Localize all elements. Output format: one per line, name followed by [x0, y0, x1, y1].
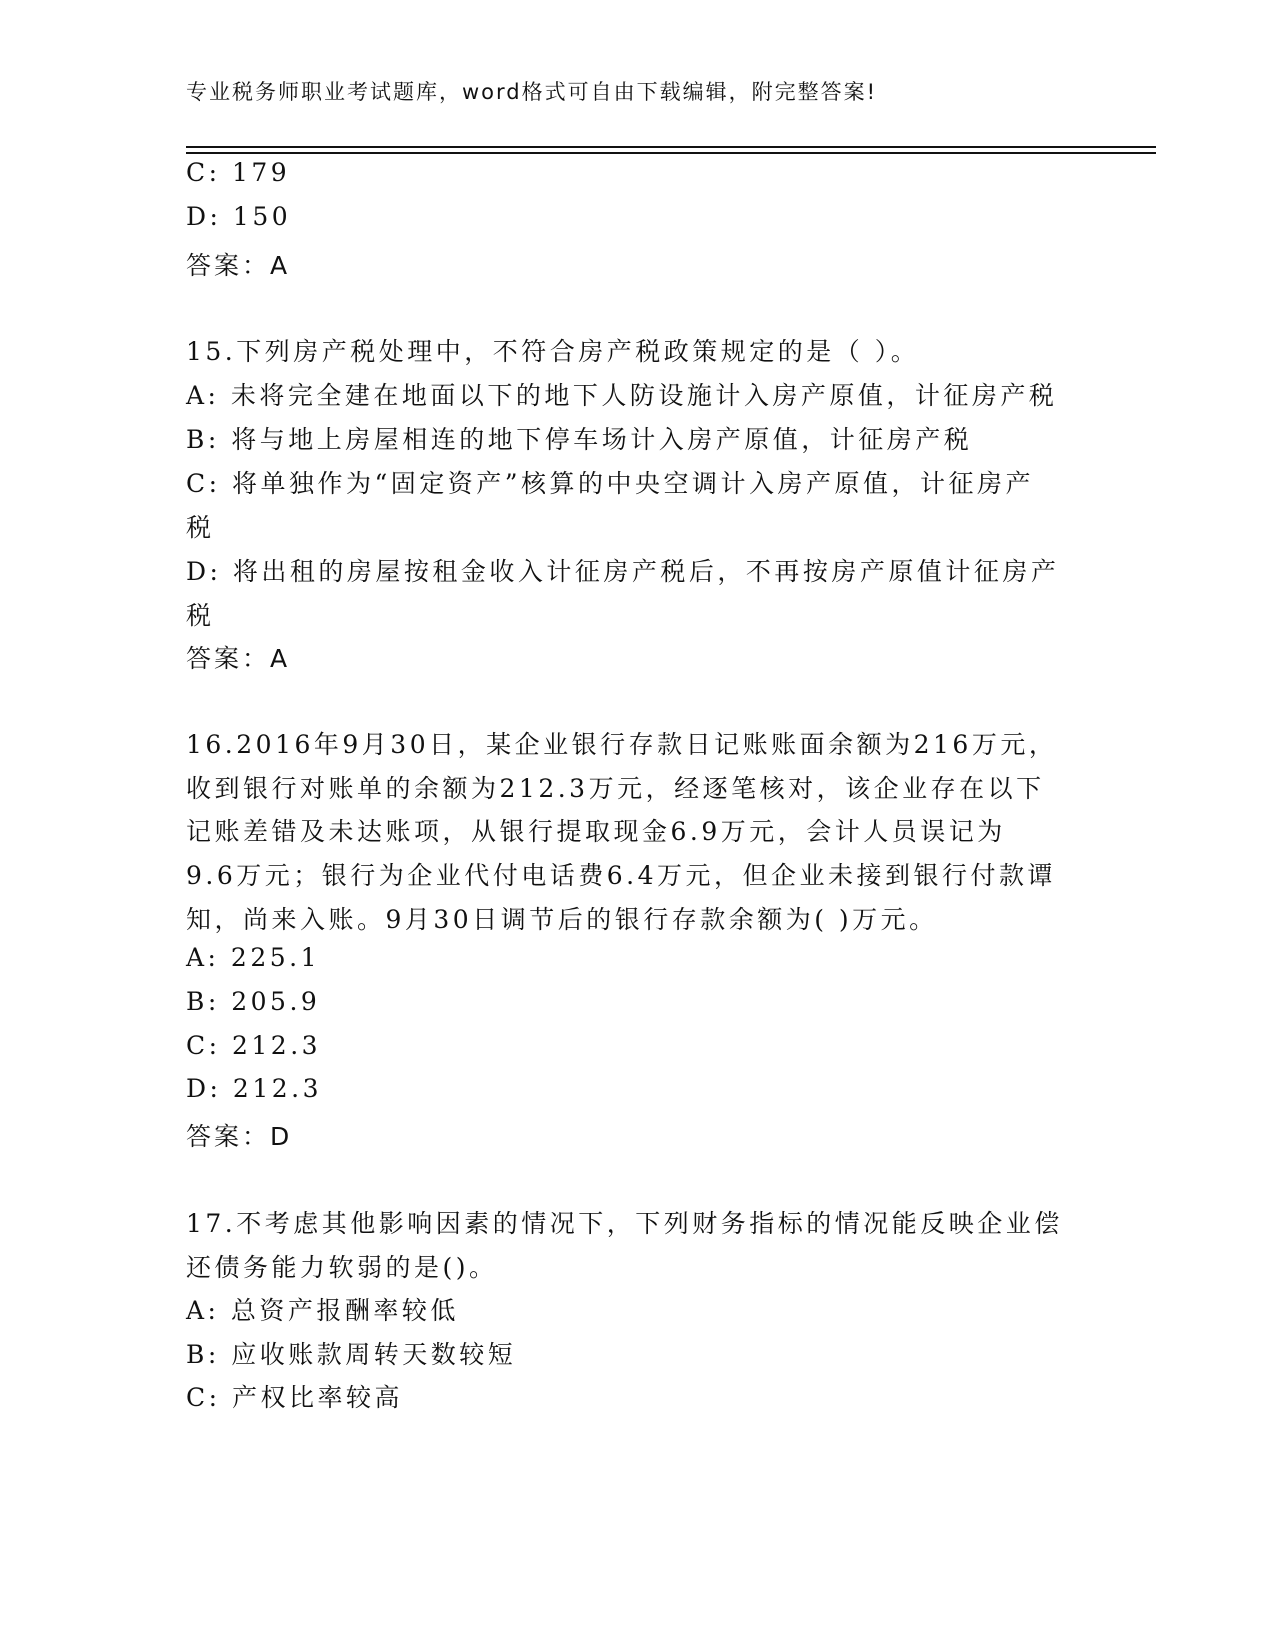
option-d: D: 将出租的房屋按租金收入计征房产税后，不再按房产原值计征房产 — [186, 557, 1060, 586]
option-c: C: 179 — [186, 158, 291, 187]
option-c-cont: 税 — [186, 513, 215, 542]
option-c: C: 212.3 — [186, 1031, 322, 1060]
header-rule-top — [186, 146, 1156, 148]
option-d-cont: 税 — [186, 601, 215, 630]
question-stem: 15.下列房产税处理中，不符合房产税政策规定的是（ ）。 — [186, 337, 920, 366]
option-c: C: 产权比率较高 — [186, 1383, 403, 1412]
option-d: D: 150 — [186, 202, 292, 231]
option-a: A: 未将完全建在地面以下的地下人防设施计入房产原值，计征房产税 — [186, 381, 1058, 410]
question-stem-cont: 还债务能力软弱的是()。 — [186, 1253, 498, 1282]
option-b: B: 205.9 — [186, 987, 321, 1016]
question-stem: 16.2016年9月30日，某企业银行存款日记账账面余额为216万元， — [186, 730, 1058, 759]
option-c: C: 将单独作为“固定资产”核算的中央空调计入房产原值，计征房产 — [186, 469, 1035, 498]
question-stem-cont: 记账差错及未达账项，从银行提取现金6.9万元，会计人员误记为 — [186, 817, 1006, 846]
question-stem-cont: 9.6万元；银行为企业代付电话费6.4万元，但企业未接到银行付款谭 — [186, 861, 1057, 890]
option-a: A: 总资产报酬率较低 — [186, 1296, 459, 1325]
answer-q14: 答案：A — [186, 251, 291, 280]
question-stem-cont: 收到银行对账单的余额为212.3万元，经逐笔核对，该企业存在以下 — [186, 774, 1045, 803]
page-header: 专业税务师职业考试题库，word格式可自由下载编辑，附完整答案! — [186, 80, 878, 104]
question-stem: 17.不考虑其他影响因素的情况下，下列财务指标的情况能反映企业偿 — [186, 1209, 1063, 1238]
answer-q15: 答案：A — [186, 644, 291, 673]
option-a: A: 225.1 — [186, 943, 320, 972]
header-rule-bottom — [186, 152, 1156, 154]
option-d: D: 212.3 — [186, 1074, 322, 1103]
question-stem-cont: 知，尚来入账。9月30日调节后的银行存款余额为( )万元。 — [186, 905, 938, 934]
option-b: B: 应收账款周转天数较短 — [186, 1340, 517, 1369]
answer-q16: 答案：D — [186, 1122, 293, 1151]
option-b: B: 将与地上房屋相连的地下停车场计入房产原值，计征房产税 — [186, 425, 973, 454]
